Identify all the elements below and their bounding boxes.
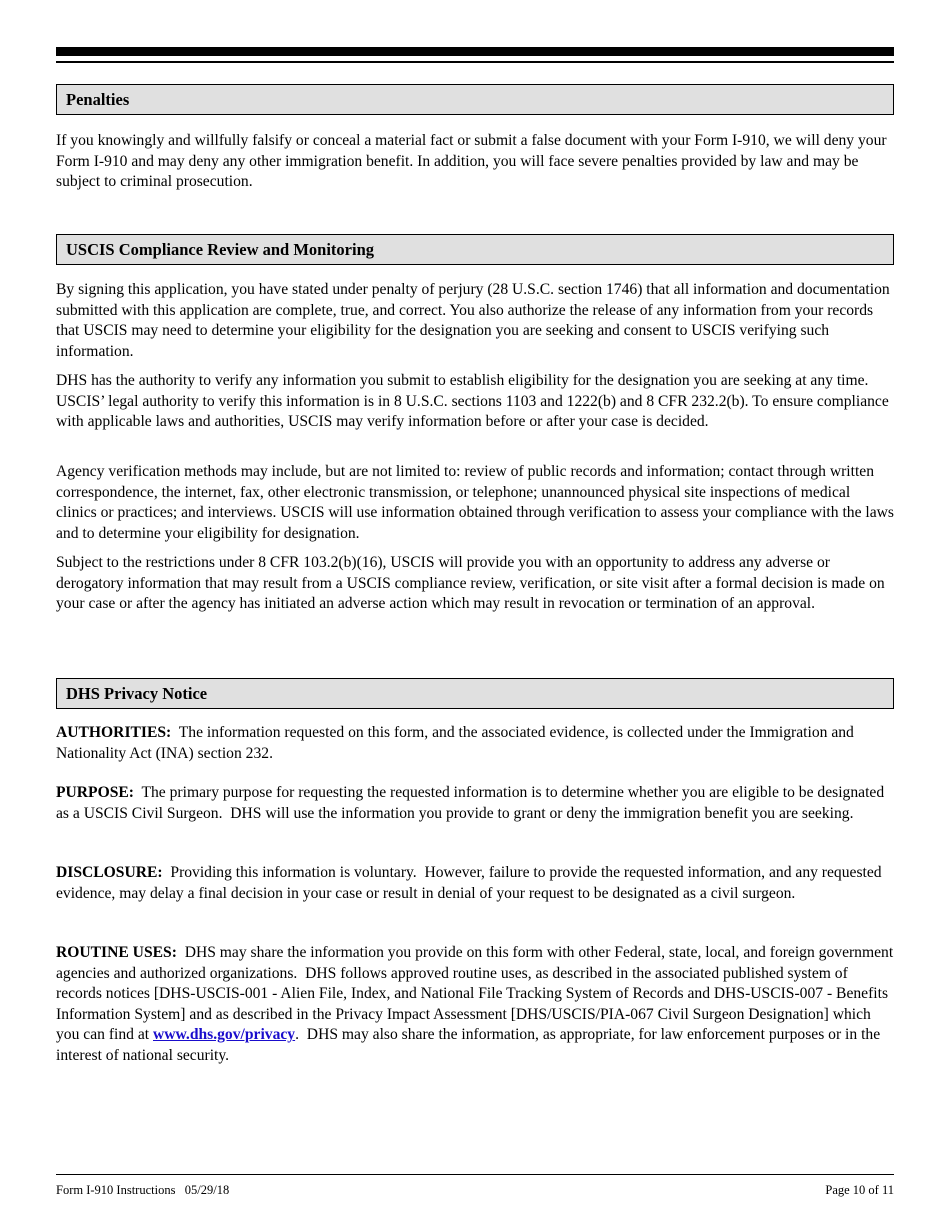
compliance-paragraph-1: By signing this application, you have stated under penalty of perjury (28 U.S.C. section 1746) that all information and documentation submitted with this application are complete, true, and correct. You also authorize the release of any information from your records that USCIS may need to determine your eligibility for the designation you are seeking and consent to USCIS verifying such information. — [56, 281, 890, 360]
section-header-penalties: Penalties — [56, 84, 894, 115]
penalties-paragraph: If you knowingly and willfully falsify or conceal a material fact or submit a false document with your Form I-910, we will deny your Form I-910 and may deny any other immigration benefit. In addition, you will face severe penalties provided by law and may be subject to criminal prosecution. — [56, 132, 887, 190]
privacy-authorities: AUTHORITIES: The information requested on this form, and the associated evidence, is collected under the Immigration and Nationality Act (INA) section 232. — [56, 724, 858, 762]
top-thin-rule — [56, 61, 894, 63]
privacy-disclosure: DISCLOSURE: Providing this information is voluntary. However, failure to provide the requested information, and any requested evidence, may delay a final decision in your case or result in denial of your request to be designated as a civil surgeon. — [56, 864, 886, 902]
footer-form-info: Form I-910 Instructions 05/29/18 — [56, 1183, 230, 1197]
section-header-compliance: USCIS Compliance Review and Monitoring — [56, 234, 894, 265]
footer-rule — [56, 1174, 894, 1175]
privacy-routine-uses: ROUTINE USES: DHS may share the information you provide on this form with other Federal, state, local, and foreign government agencies and authorized organizations. DHS follows approved routine uses, as described in the associated published system of records notices [DHS-USCIS-001 - Alien File, Index, and National File Tracking System of Records and DHS-USCIS-007 - Benefits Information System] and as described in the Privacy Impact Assessment [DHS/USCIS/PIA-067 Civil Surgeon Designation] which you can find at www.dhs.gov/privacy. DHS may also share the information, as appropriate, for law enforcement purposes or in the interest of national security. — [56, 944, 898, 1064]
dhs-privacy-link[interactable]: www.dhs.gov/privacy — [153, 1026, 296, 1043]
footer — [56, 1183, 894, 1198]
privacy-purpose: PURPOSE: The primary purpose for requesting the requested information is to determine whether you are eligible to be designated as a USCIS Civil Surgeon. DHS will use the information you provide to grant or deny the immigration benefit you are seeking. — [56, 784, 889, 822]
compliance-paragraph-3: Agency verification methods may include, but are not limited to: review of public records and information; contact through written correspondence, the internet, fax, other electronic transmission, or telephone; unannounced physical site inspections of medical clinics or practices; and interviews. USCIS will use information obtained through verification to assess your compliance with the laws and to determine your eligibility for designation. — [56, 463, 894, 542]
compliance-paragraph-4: Subject to the restrictions under 8 CFR 103.2(b)(16), USCIS will provide you with an opportunity to address any adverse or derogatory information that may result from a USCIS compliance review, verification, or site visit after a formal decision is made on your case or after the agency has initiated an adverse action which may result in revocation or termination of an approval. — [56, 554, 885, 612]
section-header-privacy: DHS Privacy Notice — [56, 678, 894, 709]
footer-page-number: Page 10 of 11 — [825, 1183, 894, 1197]
top-thick-rule — [56, 47, 894, 56]
compliance-paragraph-2: DHS has the authority to verify any information you submit to establish eligibility for the designation you are seeking at any time. USCIS’ legal authority to verify this information is in 8 U.S.C. sections 1103 and 1222(b) and 8 CFR 232.2(b). To ensure compliance with applicable laws and authorities, USCIS may verify information before or after your case is decided. — [56, 372, 889, 430]
